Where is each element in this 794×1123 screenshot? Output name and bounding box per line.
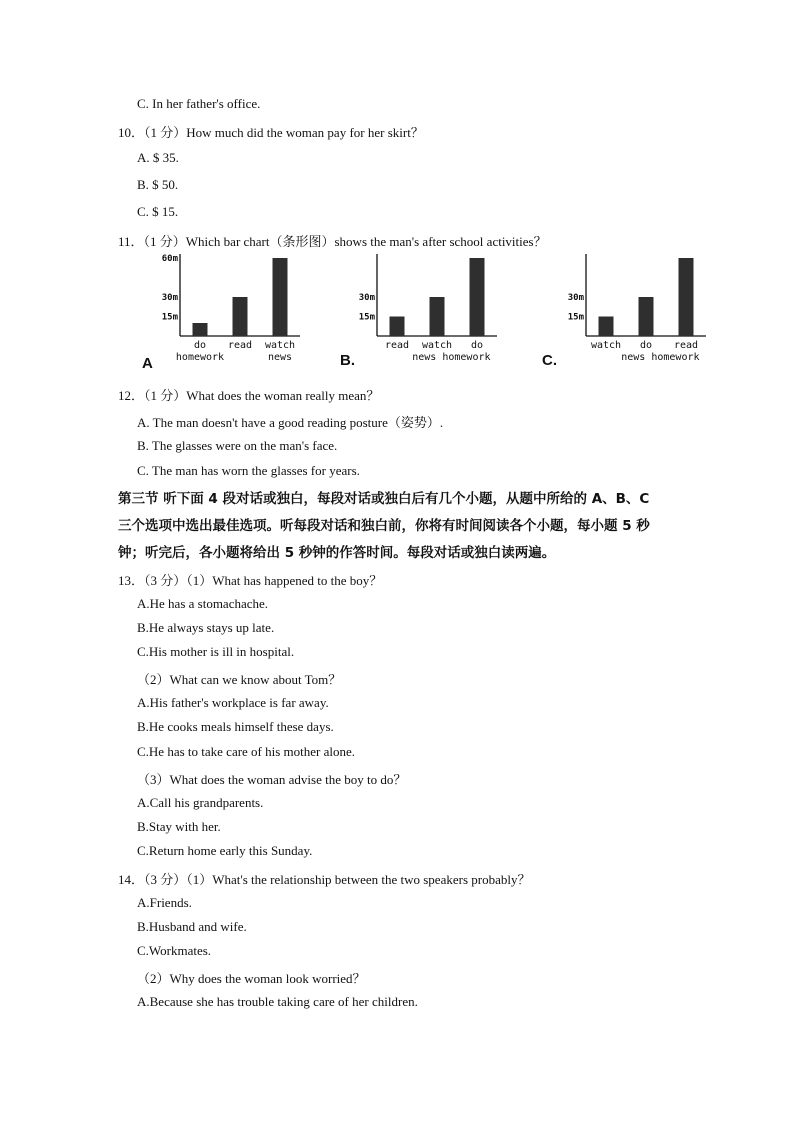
chart-2-xlabel-3-1: do xyxy=(470,340,484,351)
q14-2-option-a: A.Because she has trouble taking care of her children. xyxy=(137,994,418,1009)
question-11-stem: 11．（1 分）Which bar chart（条形图）shows the man's after school activities？ xyxy=(118,234,547,249)
chart-2-bar-1 xyxy=(390,317,405,337)
chart-3-ytick-1: 15m xyxy=(567,312,584,323)
q14-1-option-c: C.Workmates. xyxy=(137,943,212,958)
q12-option-b: B. The glasses were on the man's face. xyxy=(137,438,338,453)
section-3-line-3: 钟；听完后，各小题将给出 5 秒钟的作答时间。每段对话或独白读两遍。 xyxy=(118,545,556,561)
question-10-stem: 10．（1 分）How much did the woman pay for her skirt？ xyxy=(118,125,424,140)
q13-3-option-c: C.Return home early this Sunday. xyxy=(137,843,313,858)
question-12-stem: 12．（1 分）What does the woman really mean？ xyxy=(118,388,380,403)
q13-1-option-b: B.He always stays up late. xyxy=(137,620,275,635)
q13-sub-2: （2）What can we know about Tom？ xyxy=(137,672,342,687)
chart-1-ytick-1: 30m xyxy=(161,293,178,303)
chart-2-label: B. xyxy=(340,352,355,369)
q13-1-option-a: A.He has a stomachache. xyxy=(137,596,269,611)
option-c-prev: C. In her father's office. xyxy=(137,96,261,111)
chart-3-xlabel-1-1: watch xyxy=(590,340,622,351)
q12-option-a: A. The man doesn't have a good reading posture（姿势）. xyxy=(137,415,444,430)
chart-3-bar-2 xyxy=(639,297,654,336)
chart-2-bar-2 xyxy=(430,297,445,336)
chart-1-bar-2 xyxy=(233,297,248,336)
q12-option-c: C. The man has worn the glasses for years. xyxy=(137,463,360,478)
q13-3-option-b: B.Stay with her. xyxy=(137,819,221,834)
section-3-line-2: 三个选项中选出最佳选项。听每段对话和独白前，你将有时间阅读各个小题，每小题 5 秒 xyxy=(118,518,650,534)
chart-3-ytick-0: 30m xyxy=(567,293,584,303)
chart-3-xlabel-extra: news homework xyxy=(621,352,700,363)
chart-3-bar-1 xyxy=(599,317,614,337)
chart-1-label: A xyxy=(142,355,153,372)
q14-1-option-a: A.Friends. xyxy=(137,895,192,910)
chart-2-xlabel-2-1: watch xyxy=(421,340,453,351)
chart-2-bar-3 xyxy=(470,258,485,336)
chart-1-xlabel-2-1: read xyxy=(227,340,253,351)
chart-2-xlabel-1-1: read xyxy=(384,340,410,351)
chart-3-bar-3 xyxy=(679,258,694,336)
q14-sub-2: （2）Why does the woman look worried？ xyxy=(137,971,366,986)
q13-2-option-b: B.He cooks meals himself these days. xyxy=(137,719,334,734)
chart-2-xlabel-extra: news homework xyxy=(412,352,491,363)
q13-2-option-c: C.He has to take care of his mother alone. xyxy=(137,744,356,759)
question-13-stem: 13．（3 分）（1）What has happened to the boy？ xyxy=(118,573,383,588)
q13-sub-3: （3）What does the woman advise the boy to do？ xyxy=(137,772,407,787)
q10-option-b: B. $ 50. xyxy=(137,177,179,192)
q13-3-option-a: A.Call his grandparents. xyxy=(137,795,264,810)
chart-1-ytick-2: 15m xyxy=(161,312,178,323)
section-3-line-1: 第三节 听下面 4 段对话或独白，每段对话或独白后有几个小题，从题中所给的 A、B、C xyxy=(118,491,650,507)
chart-1-xlabel-3-2: news xyxy=(267,352,293,363)
chart-1-ytick-0: 60m xyxy=(161,254,178,264)
chart-3-xlabel-3-1: read xyxy=(673,340,699,351)
chart-1-xlabel-3-1: watch xyxy=(264,340,296,351)
chart-1-xlabel-1-1: do xyxy=(193,340,207,351)
chart-1-bar-3 xyxy=(273,258,288,336)
chart-3-xlabel-2-1: do xyxy=(639,340,653,351)
chart-1-bar-1 xyxy=(193,323,208,336)
q13-1-option-c: C.His mother is ill in hospital. xyxy=(137,644,295,659)
chart-2-ytick-1: 15m xyxy=(358,312,375,323)
q13-2-option-a: A.His father's workplace is far away. xyxy=(137,695,329,710)
chart-3-label: C. xyxy=(542,352,557,369)
question-14-stem: 14．（3 分）（1）What's the relationship between the two speakers probably？ xyxy=(118,872,531,887)
chart-2-ytick-0: 30m xyxy=(358,293,375,303)
chart-1-xlabel-1-2: homework xyxy=(175,352,225,363)
q10-option-c: C. $ 15. xyxy=(137,204,179,219)
bar-charts-figure xyxy=(140,252,710,372)
q10-option-a: A. $ 35. xyxy=(137,150,179,165)
q14-1-option-b: B.Husband and wife. xyxy=(137,919,247,934)
